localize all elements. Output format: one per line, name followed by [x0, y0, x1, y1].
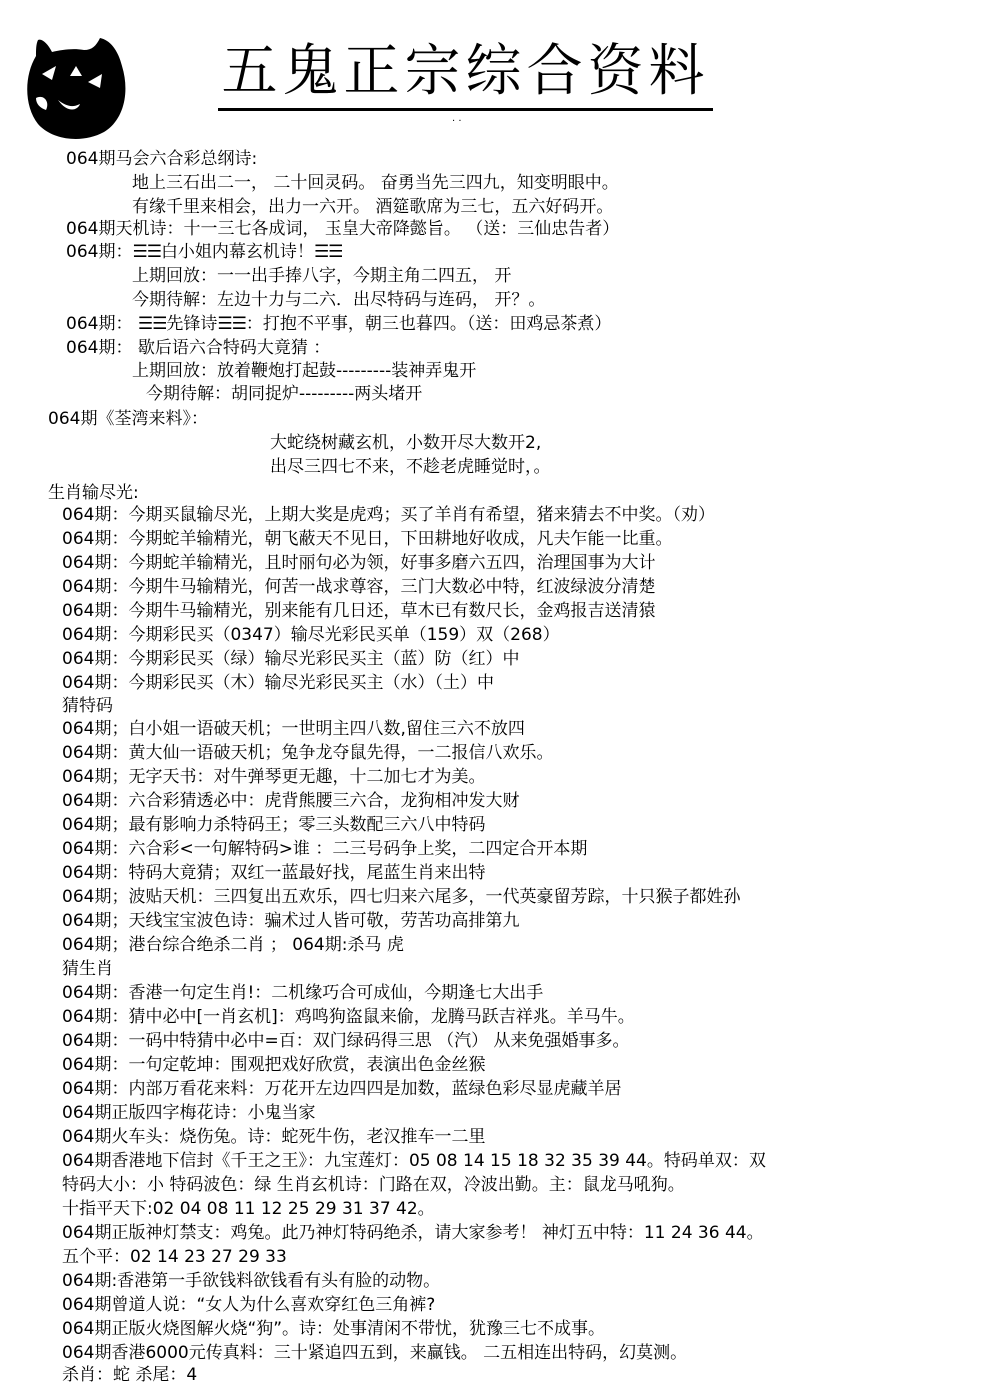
- text-line: 064期：猜中必中[一肖玄机]：鸡鸣狗盗鼠来偷，龙腾马跃吉祥兆。羊马牛。: [62, 1007, 635, 1027]
- text-line: 上期回放：一一出手捧八字，今期主角二四五， 开: [132, 266, 512, 286]
- text-line: 064期曾道人说：“女人为什么喜欢穿红色三角裤?: [62, 1295, 436, 1315]
- text-line: 今期待解：胡同捉炉---------两头堵开: [146, 384, 423, 404]
- text-line: 064期火车头：烧伤兔。诗：蛇死牛伤，老汉推车一二里: [62, 1127, 486, 1147]
- text-line: 064期香港地下信封《千王之王》：九宝莲灯：05 08 14 15 18 32 35 39 44。特码单双：双: [62, 1151, 766, 1171]
- text-line: 064期：香港一句定生肖!：二机缘巧合可成仙，今期逢七大出手: [62, 983, 544, 1003]
- page-title: 五鬼正宗综合资料: [218, 40, 713, 111]
- section-heading: 猜生肖: [62, 959, 113, 979]
- text-line: 064期：今期牛马输精光，何苦一战求尊容，三门大数必中特，红波绿波分清楚: [62, 577, 656, 597]
- title-dots: · ·: [452, 116, 462, 127]
- double-bar-icon: ☰☰: [313, 242, 343, 262]
- text-line: 064期天机诗：十一三七各成词， 玉皇大帝降懿旨。 （送：三仙忠告者）: [66, 219, 620, 239]
- text-line: 064期香港6000元传真料：三十紧追四五到，来赢钱。 二五相连出特码，幻莫测。: [62, 1343, 688, 1363]
- text-line: 杀肖：蛇 杀尾：4: [62, 1365, 198, 1385]
- text-line: 064期：六合彩<一句解特码>谁 ：二三号码争上奖，二四定合开本期: [62, 839, 588, 859]
- text-line: 064期；港台综合绝杀二肖 ； 064期:杀马 虎: [62, 935, 404, 955]
- text-line: 064期；白小姐一语破天机；一世明主四八数,留住三六不放四: [62, 719, 525, 739]
- text-line: 064期：今期彩民买（木）输尽光彩民买主（水）（土）中: [62, 673, 494, 693]
- text-line: 064期；天线宝宝波色诗：骗术过人皆可敬，劳苦功高排第九: [62, 911, 520, 931]
- text-line: 064期：今期彩民买（0347）输尽光彩民买单（159）双（268）: [62, 625, 560, 645]
- ghost-face-logo: [22, 36, 130, 142]
- section-heading: 猜特码: [62, 696, 113, 716]
- text-line: 064期马会六合彩总纲诗:: [66, 149, 258, 169]
- text-line: 064期:香港第一手欲钱料欲钱看有头有脸的动物。: [62, 1271, 441, 1291]
- text-line: 064期：今期牛马输精光，别来能有几日还，草木已有数尺长，金鸡报吉送清猿: [62, 601, 656, 621]
- text-line: 大蛇绕树藏玄机，小数开尽大数开2,: [270, 433, 542, 453]
- text-line: 064期：今期蛇羊输精光，朝飞蔽天不见日，下田耕地好收成，凡夫乍能一比重。: [62, 529, 673, 549]
- text-line: 064期： ☰☰先锋诗☰☰：打抱不平事，朝三也暮四。（送：田鸡忌茶煮）: [66, 314, 612, 334]
- section-heading: 生肖输尽光:: [48, 483, 139, 503]
- text-line: 地上三石出二一， 二十回灵码。 奋勇当先三四九，知变明眼中。: [132, 173, 619, 193]
- text-line: 上期回放：放着鞭炮打起鼓---------装神弄鬼开: [132, 361, 477, 381]
- text-line: 十指平天下:02 04 08 11 12 25 29 31 37 42。: [62, 1199, 435, 1219]
- text-line: 有缘千里来相会，出力一六开。 酒筵歌席为三七，五六好码开。: [132, 197, 614, 217]
- text-line: 064期：☰☰白小姐内幕玄机诗！☰☰: [66, 242, 343, 262]
- text-line: 出尽三四七不来，不趁老虎睡觉时，。: [270, 457, 551, 477]
- text-line: 064期；最有影响力杀特码王；零三头数配三六八中特码: [62, 815, 486, 835]
- text-line: 064期：今期彩民买（绿）输尽光彩民买主（蓝）防（红）中: [62, 649, 520, 669]
- text-line: 064期正版四字梅花诗：小鬼当家: [62, 1103, 316, 1123]
- text-line: 064期： 歇后语六合特码大竟猜 ：: [66, 338, 331, 358]
- text-line: 064期《荃湾来料》：: [48, 409, 208, 429]
- text-line: 064期正版神灯禁支：鸡兔。此乃神灯特码绝杀，请大家参考！ 神灯五中特：11 24 36 44。: [62, 1223, 764, 1243]
- text-line: 064期：黄大仙一语破天机；兔争龙夺鼠先得，一二报信八欢乐。: [62, 743, 554, 763]
- text-line: 064期：特码大竟猜；双红一蓝最好找，尾蓝生肖来出特: [62, 863, 486, 883]
- text-line: 064期：六合彩猜透必中：虎背熊腰三六合，龙狗相冲发大财: [62, 791, 520, 811]
- text-line: 064期正版火烧图解火烧“狗”。诗：处事清闲不带忧，犹豫三七不成事。: [62, 1319, 606, 1339]
- text-line: 今期待解：左边十力与二六．出尽特码与连码， 开？。: [132, 290, 546, 310]
- text-line: 064期：今期买鼠输尽光，上期大奖是虎鸡；买了羊肖有希望，猪来猜去不中奖。（劝）: [62, 505, 715, 525]
- text-line: 特码大小：小 特码波色：绿 生肖玄机诗：门路在双，冷波出勤。主：鼠龙马吼狗。: [62, 1175, 685, 1195]
- text-line: 064期：今期蛇羊输精光，且时丽句必为领，好事多磨六五四，治理国事为大计: [62, 553, 656, 573]
- double-bar-icon: ☰☰: [217, 314, 246, 334]
- text-line: 064期：一码中特猜中必中=百：双门绿码得三思 （汽） 从来免强婚事多。: [62, 1031, 630, 1051]
- text-line: 064期：一句定乾坤：围观把戏好欣赏，表演出色金丝猴: [62, 1055, 486, 1075]
- double-bar-icon: ☰☰: [137, 314, 167, 334]
- text-line: 064期：内部万看花来料：万花开左边四四是加数，蓝绿色彩尽显虎藏羊居: [62, 1079, 622, 1099]
- double-bar-icon: ☰☰: [132, 242, 161, 262]
- text-line: 五个平：02 14 23 27 29 33: [62, 1247, 287, 1267]
- text-line: 064期；无字天书：对牛弹琴更无趣，十二加七才为美。: [62, 767, 486, 787]
- text-line: 064期；波贴天机：三四复出五欢乐，四七归来六尾多，一代英豪留芳踪，十只猴子都姓孙: [62, 887, 741, 907]
